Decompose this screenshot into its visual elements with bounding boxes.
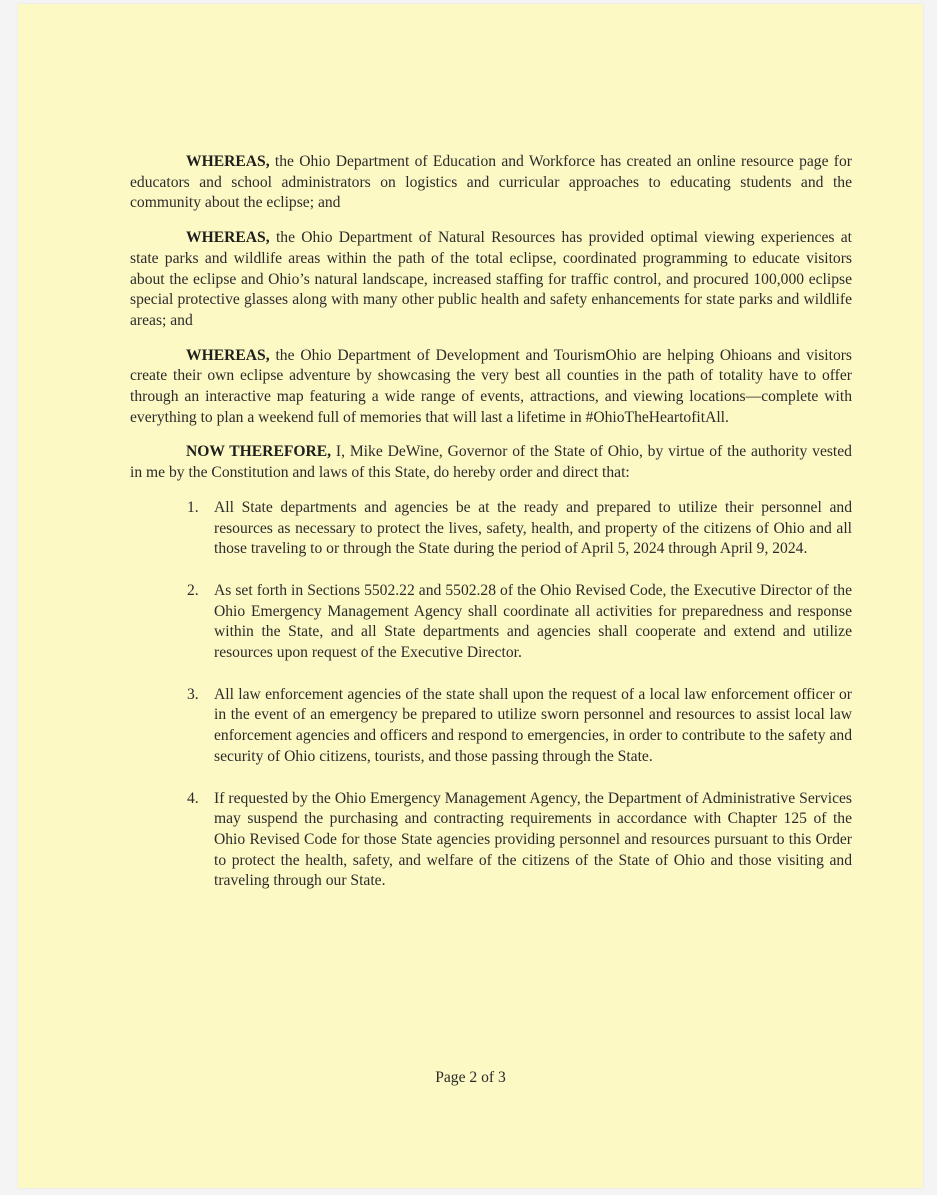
paragraph-text: the Ohio Department of Development and TourismOhio are helping Ohioans and visitors create their own eclipse adventure by showcasing the very best all counties in the path of totality have to offer through an interactive map featuring a wide range of events, attractions, and viewing locations—complete with everything to plan a weekend full of memories that will last a lifetime in #OhioTheHeartofitAll. (130, 346, 852, 426)
order-item (130, 581, 852, 664)
paragraph-lead: WHEREAS, (186, 153, 270, 170)
order-number: 4. (187, 789, 199, 807)
order-number: 3. (187, 685, 199, 703)
order-item (130, 789, 852, 893)
order-list (130, 498, 852, 892)
order-text: All law enforcement agencies of the state shall upon the request of a local law enforcement officer or in the event of an emergency be prepared to utilize sworn personnel and resources to assist local law enforcement agencies and officers and respond to emergencies, in order to contribute to the safety and security of Ohio citizens, tourists, and those passing through the State. (214, 685, 852, 765)
order-number: 2. (187, 581, 199, 599)
whereas-paragraph-natural-resources (130, 228, 852, 332)
document-body (130, 152, 852, 913)
paragraph-text: the Ohio Department of Natural Resources has provided optimal viewing experiences at state parks and wildlife areas within the path of the total eclipse, coordinated programming to educate visitors about the eclipse and Ohio’s natural landscape, increased staffing for traffic control, and procured 100,000 eclipse special protective glasses along with many other public health and safety enhancements for state parks and wildlife areas; and (130, 229, 852, 329)
order-text: If requested by the Ohio Emergency Management Agency, the Department of Administrative Services may suspend the purchasing and contracting requirements in accordance with Chapter 125 of the Ohio Revised Code for those State agencies providing personnel and resources pursuant to this Order to protect the health, safety, and welfare of the citizens of the State of Ohio and those visiting and traveling through our State. (214, 789, 852, 890)
whereas-paragraph-development (130, 346, 852, 429)
now-therefore-paragraph (130, 442, 852, 483)
order-text: As set forth in Sections 5502.22 and 5502.28 of the Ohio Revised Code, the Executive Director of the Ohio Emergency Management Agency shall coordinate all activities for preparedness and response within the State, and all State departments and agencies shall cooperate and extend and utilize resources upon request of the Executive Director. (214, 581, 852, 662)
page-number-footer: Page 2 of 3 (435, 1069, 506, 1086)
paragraph-text: I, Mike DeWine, Governor of the State of Ohio, by virtue of the authority vested in me by the Constitution and laws of this State, do hereby order and direct that: (130, 443, 852, 482)
order-text: All State departments and agencies be at the ready and prepared to utilize their personnel and resources as necessary to protect the lives, safety, health, and property of the citizens of Ohio and all those traveling to or through the State during the period of April 5, 2024 through April 9, 2024. (214, 498, 852, 558)
paragraph-text: the Ohio Department of Education and Workforce has created an online resource page for educators and school administrators on logistics and curricular approaches to educating students and the community about the eclipse; and (130, 153, 852, 212)
order-number: 1. (187, 498, 199, 516)
paragraph-lead: WHEREAS, (186, 346, 270, 364)
order-item (130, 498, 852, 560)
document-page (18, 4, 923, 1188)
paragraph-lead: NOW THEREFORE, (186, 443, 332, 461)
order-item (130, 685, 852, 768)
paragraph-lead: WHEREAS, (186, 229, 270, 247)
whereas-paragraph-education (130, 152, 852, 214)
